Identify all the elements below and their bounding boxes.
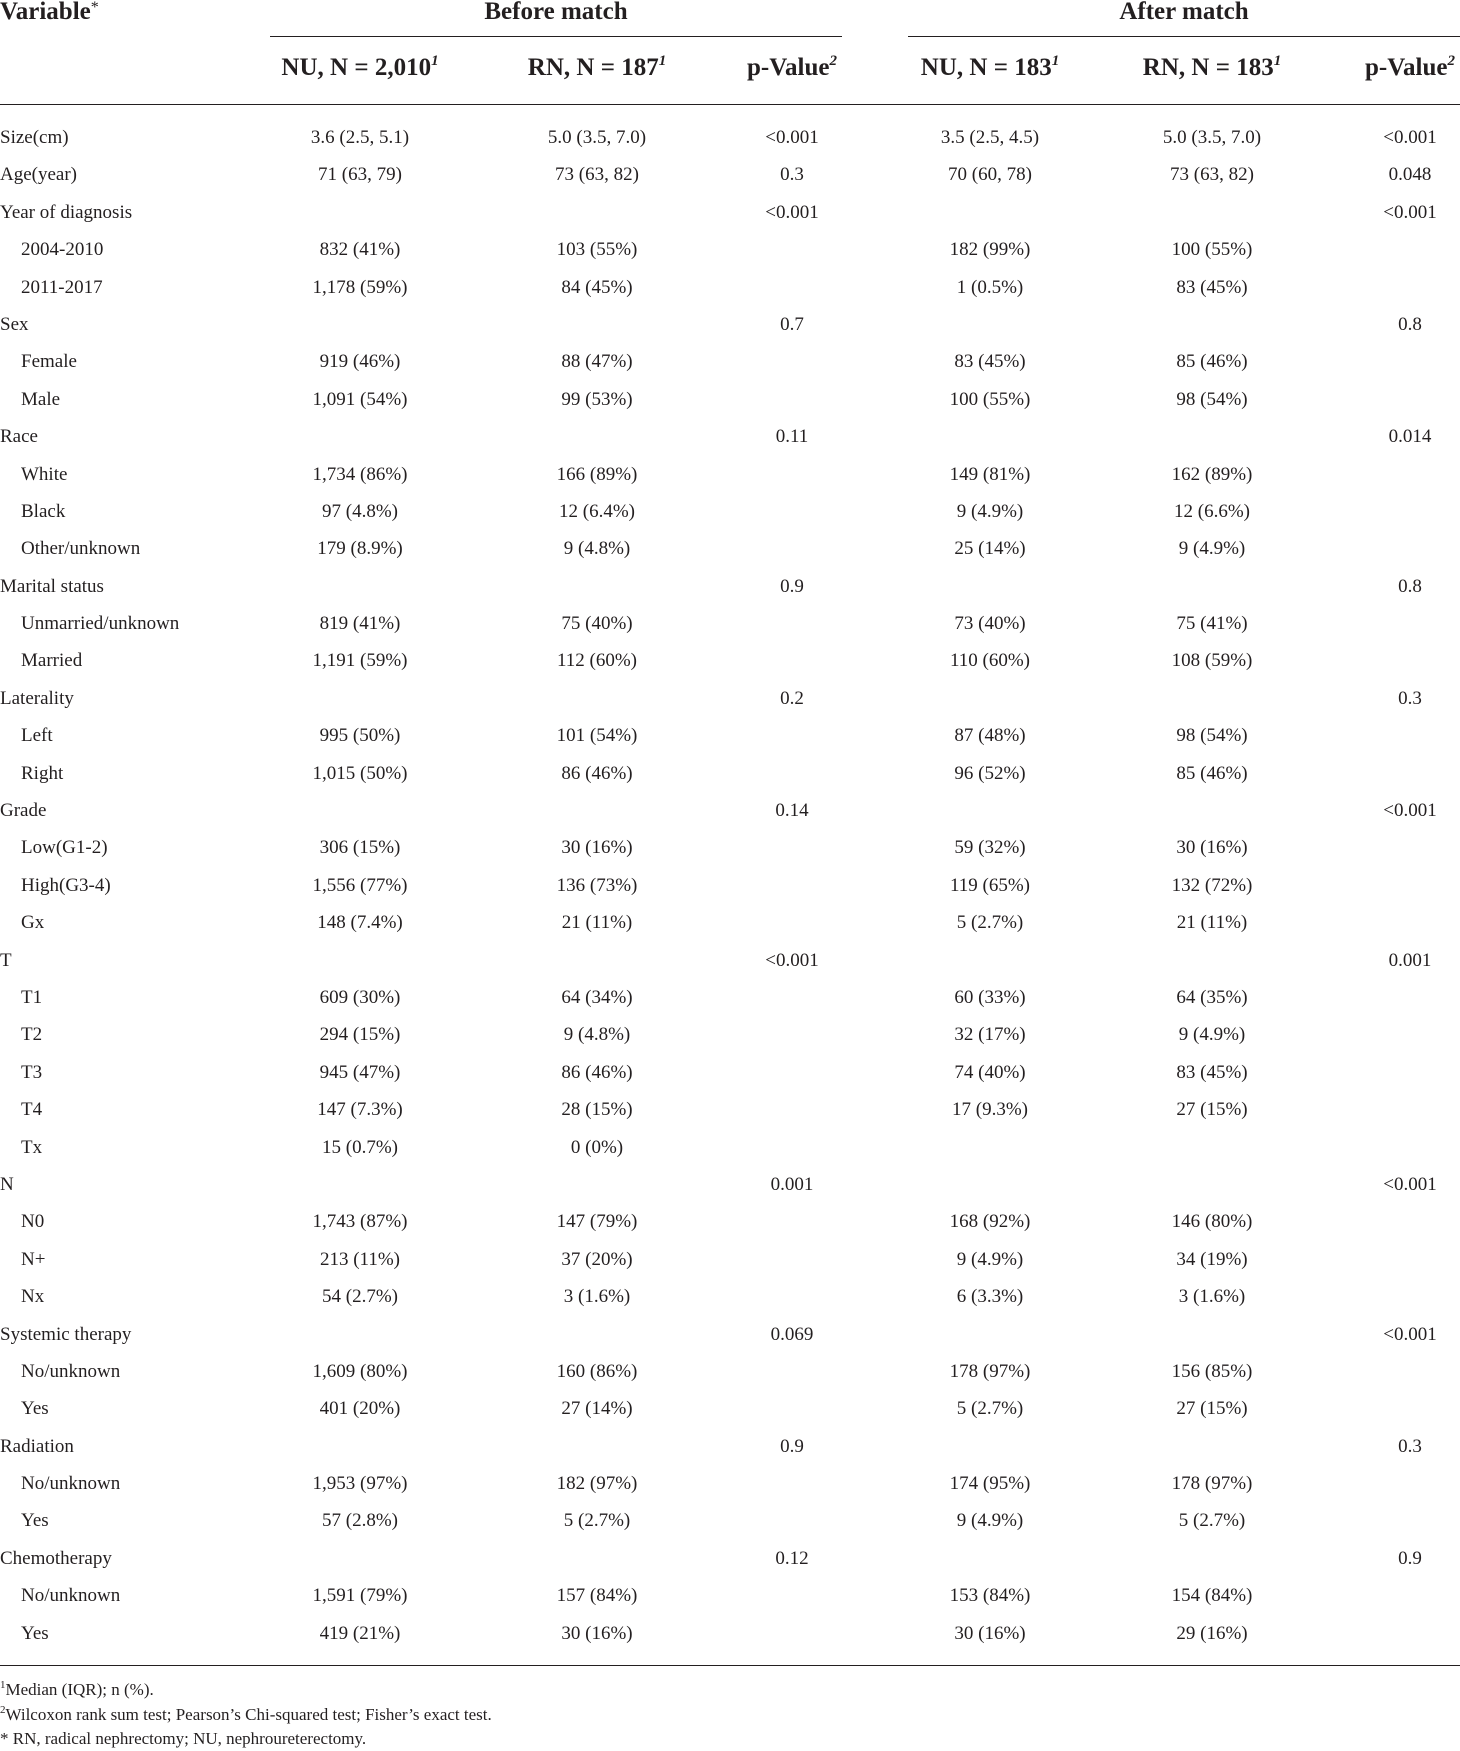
table-cell: 0.048 (1388, 164, 1432, 186)
table-cell: 1,609 (80%) (312, 1360, 408, 1382)
row-label: Sex (0, 313, 29, 335)
table-cell: 99 (53%) (561, 388, 633, 410)
row-label: Nx (21, 1286, 45, 1308)
footnote-text: Median (IQR); n (%). (5, 1680, 154, 1699)
table-cell: 12 (6.4%) (559, 500, 635, 522)
table-cell: 37 (20%) (561, 1248, 633, 1270)
group-after-title: After match (1119, 0, 1249, 25)
table-cell: 819 (41%) (319, 613, 401, 635)
table-cell: 75 (40%) (561, 613, 633, 635)
table-cell: 5 (2.7%) (956, 912, 1024, 934)
table-cell: 832 (41%) (319, 239, 401, 261)
column-header-label: NU, N = 183 (920, 54, 1052, 81)
column-header-sup: 1 (658, 53, 667, 69)
table-cell: 0.014 (1388, 426, 1432, 448)
row-label: Left (21, 725, 53, 747)
table-cell: 87 (48%) (954, 725, 1026, 747)
table-cell: 28 (15%) (561, 1099, 633, 1121)
table-cell: 83 (45%) (1176, 1061, 1248, 1083)
table-subrow (0, 1016, 1460, 1053)
row-label: Marital status (0, 575, 104, 597)
table-cell: 3.6 (2.5, 5.1) (310, 127, 410, 148)
table-cell: <0.001 (765, 127, 819, 148)
table-cell: 29 (16%) (1176, 1622, 1248, 1644)
row-label: Female (21, 351, 77, 373)
table-subrow (0, 1241, 1460, 1278)
table-subrow (0, 456, 1460, 493)
table-cell: 1,191 (59%) (312, 650, 408, 672)
table-subrow (0, 1353, 1460, 1390)
table-cell: 83 (45%) (954, 351, 1026, 373)
variable-header-mark: * (90, 0, 99, 16)
column-header-after-rn (1112, 54, 1312, 85)
table-cell: 0.9 (1398, 1547, 1422, 1569)
table-cell: 166 (89%) (556, 463, 638, 485)
table-subrow (0, 343, 1460, 380)
table-subrow (0, 755, 1460, 792)
table-row (0, 680, 1460, 717)
group-before-underline (270, 36, 842, 37)
table-cell: <0.001 (1383, 800, 1437, 822)
table-subrow (0, 1278, 1460, 1315)
row-label: 2004-2010 (21, 239, 104, 261)
column-header-after-nu (890, 54, 1090, 85)
table-subrow (0, 1465, 1460, 1502)
table-cell: 0.12 (775, 1547, 809, 1569)
table-subrow (0, 1203, 1460, 1240)
row-label: Male (21, 388, 61, 410)
row-label: Systemic therapy (0, 1323, 132, 1345)
table-cell: 21 (11%) (561, 912, 633, 934)
table-cell: 5 (2.7%) (563, 1510, 631, 1532)
table-subrow (0, 1577, 1460, 1614)
table-cell: <0.001 (765, 949, 819, 971)
row-label: T2 (21, 1024, 43, 1046)
table-cell: 401 (20%) (319, 1398, 401, 1420)
row-label: Age(year) (0, 164, 78, 186)
table-cell: 86 (46%) (561, 762, 633, 784)
table-cell: 0 (0%) (570, 1136, 624, 1158)
table-cell: 83 (45%) (1176, 276, 1248, 298)
row-label: T1 (21, 986, 43, 1008)
table-cell: 1,591 (79%) (312, 1585, 408, 1607)
row-label: High(G3-4) (21, 874, 111, 896)
table-subrow (0, 829, 1460, 866)
group-after-underline (908, 36, 1460, 37)
row-label: Size(cm) (0, 127, 69, 148)
table-cell: 609 (30%) (319, 986, 401, 1008)
table-cell: 100 (55%) (949, 388, 1031, 410)
table-cell: 1,743 (87%) (312, 1211, 408, 1233)
row-label: N (0, 1173, 14, 1195)
table-row (0, 418, 1460, 455)
table-cell: 1 (0.5%) (956, 276, 1024, 298)
table-cell: 0.2 (780, 687, 804, 709)
variable-header (0, 0, 99, 29)
table-row (0, 119, 1460, 156)
table-cell: 73 (63, 82) (1170, 164, 1254, 186)
row-label: Year of diagnosis (0, 201, 133, 223)
table-cell: 30 (16%) (954, 1622, 1026, 1644)
table-cell: 96 (52%) (954, 762, 1026, 784)
column-header-after-p (1320, 54, 1460, 85)
table-cell: <0.001 (1383, 1323, 1437, 1345)
column-header-sup: 1 (431, 53, 439, 69)
table-cell: 88 (47%) (561, 351, 633, 373)
table-row (0, 156, 1460, 193)
table-cell: 174 (95%) (949, 1473, 1031, 1495)
footnote-mark: 2 (0, 1704, 6, 1716)
group-before-title: Before match (484, 0, 628, 25)
footnote-mark: 1 (0, 1679, 6, 1691)
row-label: N+ (21, 1248, 46, 1270)
row-label: Black (21, 500, 66, 522)
row-label: T3 (21, 1061, 43, 1083)
table-row (0, 568, 1460, 605)
row-label: Tx (21, 1136, 43, 1158)
table-subrow (0, 1054, 1460, 1091)
footnote (0, 1729, 366, 1749)
table-cell: 30 (16%) (561, 1622, 633, 1644)
table-cell: 179 (8.9%) (317, 538, 403, 560)
row-label: Right (21, 762, 64, 784)
table-cell: 60 (33%) (954, 986, 1026, 1008)
table-cell: 3 (1.6%) (1178, 1286, 1246, 1308)
table-cell: 108 (59%) (1171, 650, 1253, 672)
row-label: Low(G1-2) (21, 837, 108, 859)
row-label: Gx (21, 912, 45, 934)
table-cell: 84 (45%) (561, 276, 633, 298)
table-cell: 182 (99%) (949, 239, 1031, 261)
footnote-text: Wilcoxon rank sum test; Pearson’s Chi-squared test; Fisher’s exact test. (5, 1705, 492, 1724)
row-label: Unmarried/unknown (21, 613, 180, 635)
table-cell: 3 (1.6%) (563, 1286, 631, 1308)
column-header-sup: 1 (1051, 53, 1060, 69)
table-cell: 9 (4.9%) (956, 1510, 1024, 1532)
table-cell: 0.7 (780, 313, 804, 335)
row-label: White (21, 463, 68, 485)
table-cell: 0.3 (1398, 1435, 1422, 1457)
table-cell: 178 (97%) (1171, 1473, 1253, 1495)
row-label: 2011-2017 (21, 276, 103, 298)
row-label: Laterality (0, 687, 74, 709)
column-header-label: p-Value (747, 54, 830, 81)
table-cell: 25 (14%) (954, 538, 1026, 560)
table-cell: 1,556 (77%) (312, 874, 408, 896)
table-subrow (0, 231, 1460, 268)
table-cell: 6 (3.3%) (956, 1286, 1024, 1308)
column-header-sup: 2 (829, 53, 837, 69)
table-cell: 86 (46%) (561, 1061, 633, 1083)
table-row (0, 792, 1460, 829)
footnote-text: * RN, radical nephrectomy; NU, nephroureterectomy. (0, 1729, 367, 1748)
table-cell: 74 (40%) (954, 1061, 1026, 1083)
column-header-before-nu (260, 54, 460, 85)
table-cell: 71 (63, 79) (318, 164, 402, 186)
table-subrow (0, 1502, 1460, 1539)
table-cell: <0.001 (765, 201, 819, 223)
row-label: Chemotherapy (0, 1547, 112, 1569)
table-subrow (0, 605, 1460, 642)
table-subrow (0, 642, 1460, 679)
table-cell: 1,091 (54%) (312, 388, 408, 410)
table-cell: 0.8 (1398, 313, 1422, 335)
table-cell: <0.001 (1383, 201, 1437, 223)
header-rule (0, 104, 1460, 105)
table-cell: 9 (4.9%) (1178, 1024, 1246, 1046)
table-subrow (0, 717, 1460, 754)
row-label: Radiation (0, 1435, 74, 1457)
table-cell: 213 (11%) (319, 1248, 401, 1270)
table-cell: 162 (89%) (1171, 463, 1253, 485)
table-subrow (0, 1390, 1460, 1427)
table-cell: 0.9 (780, 575, 804, 597)
table-cell: 294 (15%) (319, 1024, 401, 1046)
table-cell: 12 (6.6%) (1174, 500, 1250, 522)
table-row (0, 306, 1460, 343)
table-cell: 9 (4.8%) (563, 538, 631, 560)
table-subrow (0, 1615, 1460, 1652)
table-cell: 168 (92%) (949, 1211, 1031, 1233)
row-label: Married (21, 650, 83, 672)
table-cell: 0.14 (775, 800, 809, 822)
table-cell: 75 (41%) (1176, 613, 1248, 635)
table-subrow (0, 867, 1460, 904)
table-cell: 73 (63, 82) (555, 164, 639, 186)
table-cell: 182 (97%) (556, 1473, 638, 1495)
table-cell: 945 (47%) (319, 1061, 401, 1083)
table-cell: 146 (80%) (1171, 1211, 1253, 1233)
table-cell: 1,953 (97%) (312, 1473, 408, 1495)
table-cell: 160 (86%) (556, 1360, 638, 1382)
table-cell: 419 (21%) (319, 1622, 401, 1644)
table-cell: 103 (55%) (556, 239, 638, 261)
table-cell: 919 (46%) (319, 351, 401, 373)
table-cell: 98 (54%) (1176, 725, 1248, 747)
row-label: Grade (0, 800, 47, 822)
table-cell: <0.001 (1383, 1173, 1437, 1195)
table-cell: 153 (84%) (949, 1585, 1031, 1607)
table-cell: 148 (7.4%) (317, 912, 403, 934)
row-label: Yes (21, 1398, 49, 1420)
row-label: T (0, 949, 12, 971)
row-label: Yes (21, 1622, 49, 1644)
table-body (0, 119, 1460, 1652)
table-subrow (0, 493, 1460, 530)
table-cell: 147 (7.3%) (317, 1099, 403, 1121)
table-row (0, 194, 1460, 231)
table-cell: 306 (15%) (319, 837, 401, 859)
column-header-label: RN, N = 187 (527, 54, 659, 81)
row-label: No/unknown (21, 1360, 121, 1382)
variable-header-label: Variable (0, 0, 91, 25)
table-cell: 0.001 (770, 1173, 814, 1195)
table-cell: 154 (84%) (1171, 1585, 1253, 1607)
table-cell: 64 (34%) (561, 986, 633, 1008)
table-cell: 9 (4.9%) (956, 1248, 1024, 1270)
table-cell: 119 (65%) (949, 874, 1031, 896)
table-cell: 0.3 (1398, 687, 1422, 709)
table-cell: 0.3 (780, 164, 804, 186)
table-cell: <0.001 (1383, 127, 1437, 148)
bottom-rule (0, 1665, 1460, 1666)
table-row (0, 1540, 1460, 1577)
column-header-before-p (702, 54, 882, 85)
table-cell: 30 (16%) (561, 837, 633, 859)
table-subrow (0, 381, 1460, 418)
row-label: Yes (21, 1510, 49, 1532)
row-label: Race (0, 426, 38, 448)
table-subrow (0, 530, 1460, 567)
table-cell: 132 (72%) (1171, 874, 1253, 896)
table-cell: 0.9 (780, 1435, 804, 1457)
table-subrow (0, 269, 1460, 306)
table-cell: 98 (54%) (1176, 388, 1248, 410)
table-cell: 32 (17%) (954, 1024, 1026, 1046)
table-cell: 17 (9.3%) (952, 1099, 1028, 1121)
table-cell: 1,015 (50%) (312, 762, 408, 784)
table-cell: 136 (73%) (556, 874, 638, 896)
table-cell: 1,734 (86%) (312, 463, 408, 485)
table-cell: 73 (40%) (954, 613, 1026, 635)
table-cell: 27 (14%) (561, 1398, 633, 1420)
table-cell: 101 (54%) (556, 725, 638, 747)
table-subrow (0, 904, 1460, 941)
row-label: No/unknown (21, 1473, 121, 1495)
table-cell: 0.001 (1388, 949, 1432, 971)
table-cell: 100 (55%) (1171, 239, 1253, 261)
table-cell: 5 (2.7%) (956, 1398, 1024, 1420)
table-cell: 27 (15%) (1176, 1398, 1248, 1420)
row-label: Other/unknown (21, 538, 141, 560)
column-header-sup: 2 (1447, 53, 1455, 69)
table-cell: 30 (16%) (1176, 837, 1248, 859)
table-cell: 0.8 (1398, 575, 1422, 597)
table-subrow (0, 1091, 1460, 1128)
table-cell: 97 (4.8%) (322, 500, 398, 522)
table-cell: 3.5 (2.5, 4.5) (940, 127, 1040, 148)
table-cell: 149 (81%) (949, 463, 1031, 485)
row-label: No/unknown (21, 1585, 121, 1607)
table-cell: 59 (32%) (954, 837, 1026, 859)
table-row (0, 1166, 1460, 1203)
column-header-label: RN, N = 183 (1142, 54, 1274, 81)
table-cell: 9 (4.9%) (1178, 538, 1246, 560)
table-cell: 54 (2.7%) (322, 1286, 398, 1308)
table-cell: 5 (2.7%) (1178, 1510, 1246, 1532)
table-cell: 9 (4.8%) (563, 1024, 631, 1046)
table-cell: 70 (60, 78) (948, 164, 1032, 186)
table-cell: 147 (79%) (556, 1211, 638, 1233)
table-cell: 110 (60%) (949, 650, 1031, 672)
table-cell: 85 (46%) (1176, 351, 1248, 373)
table-row (0, 1428, 1460, 1465)
table-cell: 5.0 (3.5, 7.0) (1162, 127, 1262, 148)
table-cell: 85 (46%) (1176, 762, 1248, 784)
table-subrow (0, 1129, 1460, 1166)
table-cell: 156 (85%) (1171, 1360, 1253, 1382)
table-cell: 178 (97%) (949, 1360, 1031, 1382)
table-cell: 0.069 (770, 1323, 814, 1345)
table-cell: 5.0 (3.5, 7.0) (547, 127, 647, 148)
table-cell: 15 (0.7%) (322, 1136, 398, 1158)
table-cell: 157 (84%) (556, 1585, 638, 1607)
table-cell: 0.11 (775, 426, 809, 448)
table-cell: 9 (4.9%) (956, 500, 1024, 522)
table-cell: 64 (35%) (1176, 986, 1248, 1008)
footnote (0, 1705, 492, 1727)
table-cell: 57 (2.8%) (322, 1510, 398, 1532)
table-row (0, 942, 1460, 979)
table-cell: 21 (11%) (1176, 912, 1248, 934)
row-label: T4 (21, 1099, 43, 1121)
footnote (0, 1680, 154, 1702)
table-row (0, 1316, 1460, 1353)
table-cell: 1,178 (59%) (312, 276, 408, 298)
column-header-before-rn (497, 54, 697, 85)
table-cell: 995 (50%) (319, 725, 401, 747)
column-header-sup: 1 (1273, 53, 1282, 69)
table-cell: 112 (60%) (556, 650, 638, 672)
column-header-label: p-Value (1365, 54, 1448, 81)
column-header-label: NU, N = 2,010 (281, 54, 432, 81)
table-cell: 34 (19%) (1176, 1248, 1248, 1270)
row-label: N0 (21, 1211, 45, 1233)
table-cell: 27 (15%) (1176, 1099, 1248, 1121)
table-subrow (0, 979, 1460, 1016)
